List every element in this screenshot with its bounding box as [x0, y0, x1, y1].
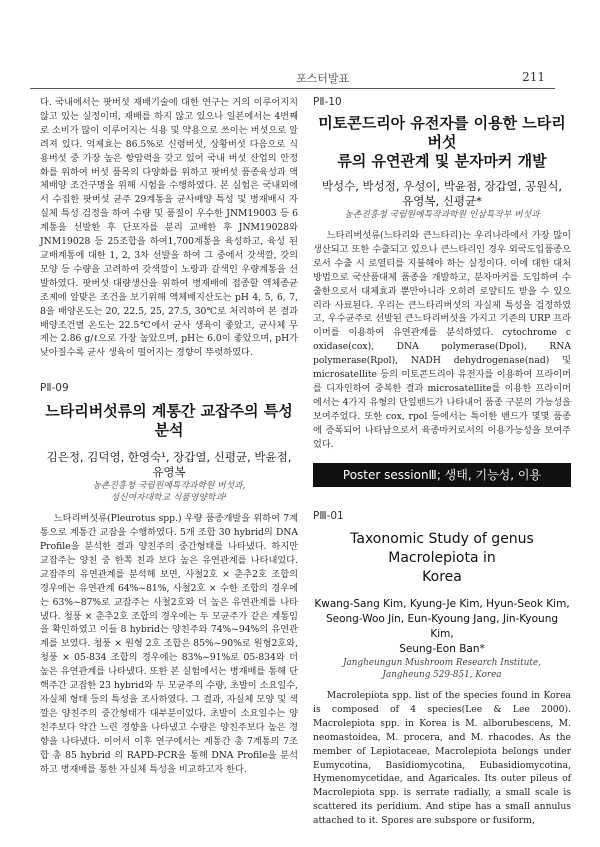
- header-divider: [30, 88, 555, 89]
- page-number: 211: [522, 70, 545, 84]
- abstract-affiliation-line2: Jangheung 529-851, Korea: [382, 670, 502, 680]
- header-section-title: 포스터발표: [296, 72, 350, 85]
- abstract-body: 느타리버섯류(Pleurotus spp.) 우량 품종개발을 위하여 7계통으로 계통간 교잡을 수행하였다. 5개 조합 30 hybrid의 DNA Profile을 분석한 결과 양친주의 중간형태를 나타냈다. 하지만 교잡주는 양친 중 한쪽 친과 보다 높은 유연관계를 나타내었다. 교잡주의 유연관계를 분석해 보면, 사철2호 × 춘추2호 조합의 경우에는 유연관계 64%~81%, 사철2호 × 수한 조합의 경우에는 63%~87%로 교잡주는 사철2호와 더 높은 유연관계를 나타냈다. 청풍 × 춘추2호 조합의 경우에는 두 모균주가 같은 계통임을 확인하였고 이들 8 hybrid는 양친주와 74%~94%의 유연관계를 보였다. 청풍 × 원형 2호 조합은 85%~90%로 원형2호와, 청풍 × 05-834 조합의 경우에는 83%~91%로 05-834와 더 높은 유연관계를 나타냈다. 또한 본 실험에서는 병재배를 통해 단핵주간 교잡한 23 hybrid와 두 모균주의 수량, 초발이 소요일수, 자실체 형태 등의 특성을 조사하였다. 그 결과, 자실체 모양 및 색깔은 양친주의 중간형태가 대부분이었다. 초발이 소요일수는 양친주보다 약간 느린 경향을 나타냈고 수량은 양친주보다 높은 경향을 나타냈다. 이어서 이후 연구에서는 계통간 총 7계통의 7조합 총 85 hybrid 의 RAPD-PCR을 통해 DNA Profile을 분석하고 병재배를 통한 자실체 특성을 비교하고자 한다.: [40, 513, 298, 775]
- abstract-authors-line1: Kwang-Sang Kim, Kyung-Je Kim, Hyun-Seok Kim,: [314, 598, 570, 610]
- right-column: [313, 96, 571, 452]
- abstract-affiliation-1: 농촌진흥청 국립원예특작과학원 버섯과,: [92, 481, 246, 492]
- continued-abstract: 다. 국내에서는 팟버섯 재배기술에 대한 연구는 거의 이루어지지 않고 있는 실정이며, 재배를 하지 않고 있으나 일본에서는 4번째로 소비가 많이 이루어지는 식용 및 약용으로 쓰이는 버섯으로 알려져 있다. 억제효는 86.5%로 신령버섯, 상황버섯 다음으로 식용버섯 중 가장 높은 항암력을 갖고 있어 국내 버섯 산업의 안정화를 위하여 버섯 품목의 다양화를 위하고 팟버섯 품종육성과 액체배양 조건구명을 위해 시험을 수행하였다. 본 실험은 국내외에서 수집한 팟버섯 균주 29계통을 균사배양 특성 및 병재배시 자실체 특성 검정을 하여 수량 및 품질이 우수한 JNM19003 등 6계통을 선발한 후 단포자를 분리 교배한 후 JNM19028와 JNM19028 등 25조합을 하여1,700계통을 육성하고, 육성 된 교배계통에 대한 1, 2, 3차 선발을 하여 그 중에서 갓색깔, 갓의 모양 등 수량을 고려하여 갓색깔이 노랑과 갈색인 우량계통을 선발하였다. 팟버섯 대량생산을 위하여 병재배에 접종할 액체종균조제에 알맞은 조건을 보기위해 액체배지산도는 pH 4, 5, 6, 7, 8을 배양온도는 20, 22.5, 25, 27.5, 30℃로 처리하여 본 결과 배양조건별 온도는 22.5℃에서 균사 생육이 좋았고, 균사체 무게는 2.86 g/ℓ으로 가장 높았으며, pH는 6.0이 좋았으며, pH가 낮아질수록 균사 생육이 떨어지는 경향이 뚜렷하였다.: [40, 97, 298, 359]
- abstract-authors-line3: Seung-Eon Ban*: [399, 643, 485, 655]
- abstract-authors-line2: Seong-Woo Jin, Eun-Kyoung Jang, Jin-Kyoung Kim,: [325, 613, 559, 640]
- abstract-affiliation-line1: Jangheungun Mushroom Research Institute,: [343, 658, 541, 668]
- abstract-title: 느타리버섯류의 계통간 교잡주의 특성분석: [45, 402, 293, 440]
- abstract-authors: 김은정, 김덕영, 한영숙¹, 장갑열, 신평균, 박윤점, 유영복: [46, 450, 292, 480]
- abstract-title-line2: Korea: [422, 569, 462, 585]
- abstract-authors-line2: 유영복, 신평균*: [402, 194, 482, 208]
- right-column-lower: [313, 510, 571, 828]
- abstract-code: PⅡ-09: [40, 382, 69, 395]
- abstract-authors-line1: 박성수, 박성정, 우성이, 박윤점, 장갑열, 공원식,: [321, 179, 563, 193]
- abstract-title-line1: Taxonomic Study of genus Macrolepiota in: [350, 531, 534, 566]
- abstract-title-line1: 미토콘드리아 유전자를 이용한 느타리버섯: [318, 114, 566, 151]
- abstract-body: Macrolepiota spp. list of the species found in Korea is composed of 4 species(Lee & Lee 2000). Macrolepiota spp. in Korea is M. alborubescens, M. neomastoidea, M. procera, and M. rhacodes. As the member of Lepiotaceae, Macrolepiota belongs under Eumycotina, Basidiomycotina, Eubasidiomycotina, Hymenomycetidae, and Agaricales. Its outer pileus of Macrolepiota spp. is serrate radially, a small scale is scattered its peridium. And stipe has a small annulus attached to it. Spores are subspore or fusiform,: [313, 690, 571, 827]
- page-header: [0, 70, 600, 90]
- poster-session-banner: Poster sessionⅢ; 생태, 기능성, 이용: [313, 463, 571, 487]
- left-column: [40, 96, 298, 776]
- abstract-affiliation-2: 성신여자대학교 식품영양학과¹: [110, 493, 228, 504]
- abstract-code: PⅡ-10: [313, 96, 342, 108]
- abstract-title-line2: 류의 유연관계 및 분자마커 개발: [337, 152, 547, 170]
- abstract-affiliation: 농촌진흥청 국립원예특작과학원 인삼특작부 버섯과: [344, 210, 540, 220]
- abstract-code: PⅢ-01: [313, 510, 344, 522]
- abstract-body: 느타리버섯류(느타리와 큰느타리)는 우리나라에서 가장 많이 생산되고 또한 수출되고 있으나 큰느타리인 경우 외국도입품종으로서 수출 시 로열티를 지불해야 하는 실정이다. 이에 대한 대처방법으로 국산품대체 품종을 개발하고, 분자마커를 도입하여 수출한으로서 대체효과 뿐만아니라 오히려 로얄티도 받을 수 있으리라 사료된다. 우리는 큰느타리버섯의 자실체 특성을 검정하였고, 우수균주로 선발된 큰느타리버섯을 가지고 기존의 URP 프라이머를 이용하여 유연관계를 분석하였다. cytochrome c oxidase(cox), DNA polymerase(Dpol), RNA polymerase(Rpol), NADH dehydrogenase(nad) 및 microsatellite 등의 미토콘드리아 유전자를 이용하여 프라이머를 디자인하여 중복한 결과 microsatellite를 이용한 프라이머에서는 4가지 유형의 단일밴드가 나타내어 품종 구분의 가능성을 보여주었다. 또한 cox, rpol 등에서는 특이한 밴드가 몇몇 품종에 증폭되어 나타남으로서 육종마커로서의 이용가능성을 보여주었다.: [313, 230, 571, 450]
